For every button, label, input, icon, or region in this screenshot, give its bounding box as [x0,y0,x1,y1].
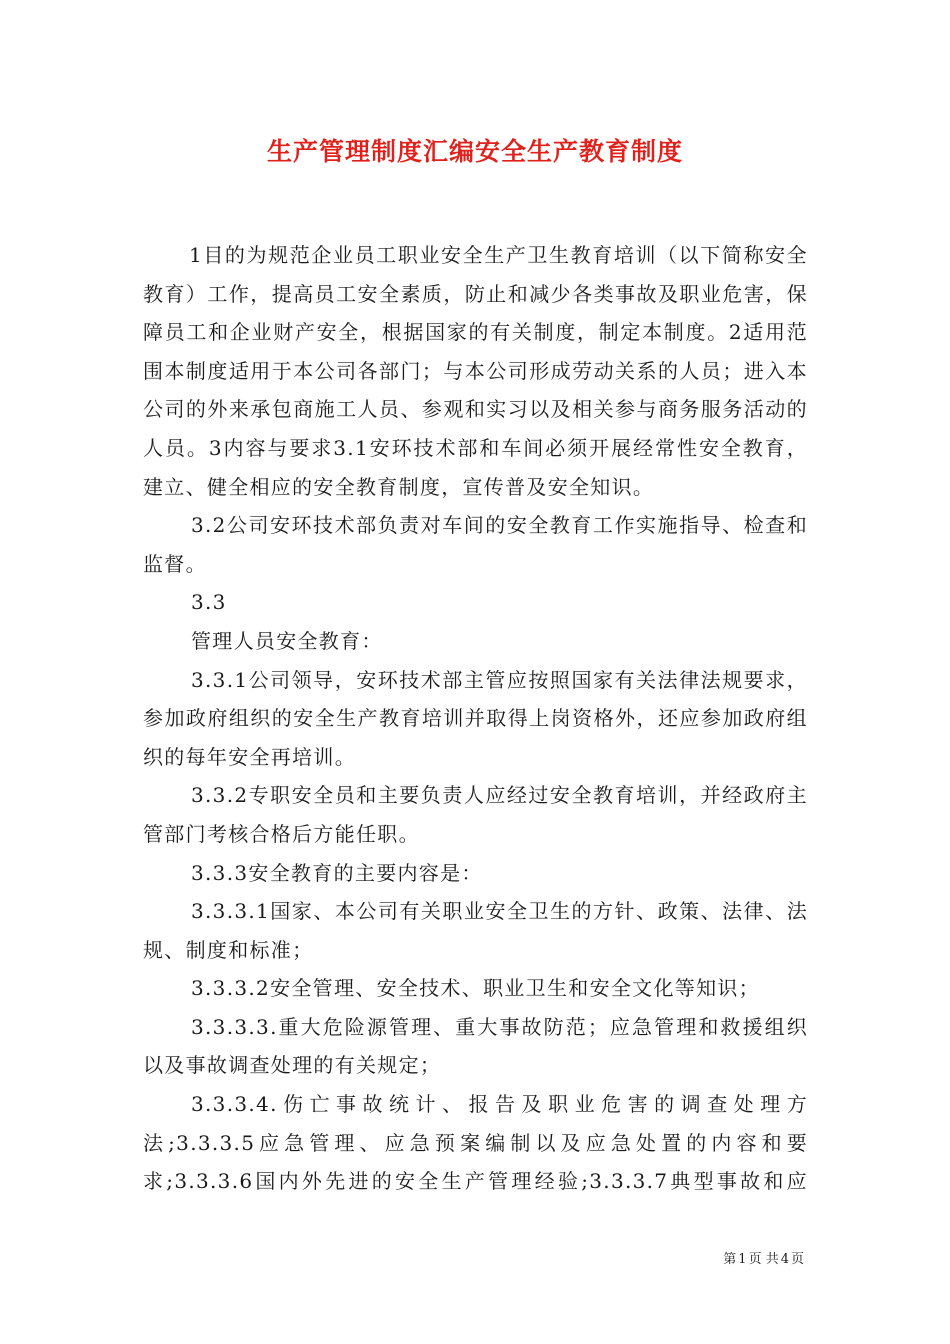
paragraph-3-3-3-4: 3.3.3.4.伤亡事故统计、报告及职业危害的调查处理方法;3.3.3.5应急管理、应急预案编制以及应急处置的内容和要求;3.3.3.6国内外先进的安全生产管理经验;3.3.3.7典型事故和应 [143,1092,808,1194]
paragraph-3-3-3-3: 3.3.3.3.重大危险源管理、重大事故防范；应急管理和救援组织以及事故调查处理的有关规定； [143,1014,808,1078]
paragraph-3-3-3-2: 3.3.3.2安全管理、安全技术、职业卫生和安全文化等知识； [191,976,760,1001]
paragraph-3-3-3-1: 3.3.3.1国家、本公司有关职业安全卫生的方针、政策、法律、法规、制度和标准； [143,899,808,962]
paragraph-3-3-3: 3.3.3安全教育的主要内容是： [191,860,483,885]
paragraph-management-education: 管理人员安全教育： [191,628,383,653]
footer-prefix: 第 [723,1252,737,1267]
paragraph-3-3-1: 3.3.1公司领导，安环技术部主管应按照国家有关法律法规要求，参加政府组织的安全生产教育培训并取得上岗资格外，还应参加政府组织的每年安全再培训。 [143,667,808,769]
paragraph-3-3-2: 3.3.2专职安全员和主要负责人应经过安全教育培训，并经政府主管部门考核合格后方能任职。 [143,783,808,846]
document-body [143,236,808,1201]
footer-mid: 页 共 [748,1252,779,1267]
paragraph-3-3: 3.3 [191,590,227,615]
footer-page-number: 1 [738,1252,747,1267]
page-footer [722,1248,805,1267]
paragraph-purpose-scope: 1目的为规范企业员工职业安全生产卫生教育培训（以下简称安全教育）工作，提高员工安全素质，防止和减少各类事故及职业危害，保障员工和企业财产安全，根据国家的有关制度，制定本制度。2适用范围本制度适用于本公司各部门；与本公司形成劳动关系的人员；进入本公司的外来承包商施工人员、参观和实习以及相关参与商务服务活动的人员。3内容与要求3.1安环技术部和车间必须开展经常性安全教育，建立、健全相应的安全教育制度，宣传普及安全知识。 [143,243,808,499]
paragraph-3-2: 3.2公司安环技术部负责对车间的安全教育工作实施指导、检查和监督。 [143,513,808,576]
document-title: 生产管理制度汇编安全生产教育制度 [266,137,683,166]
footer-total-pages: 4 [780,1252,789,1267]
footer-suffix: 页 [790,1252,804,1267]
